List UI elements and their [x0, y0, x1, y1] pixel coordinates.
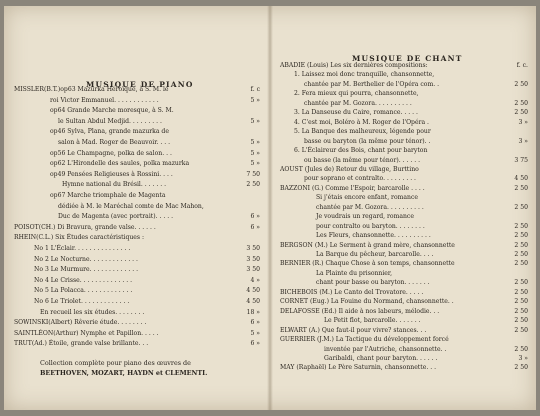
entry-price: 6 »: [250, 319, 260, 327]
catalog-entry: op56 Le Champagne, polka de salon. . .: [50, 149, 172, 157]
catalog-entry: Le Petit flot, barcarolle. . . . . . .: [324, 317, 421, 325]
entry-price: 6 »: [250, 213, 260, 221]
catalog-entry: No 2 Le Nocturne. . . . . . . . . . . . .: [34, 255, 138, 263]
catalog-entry: BAZZONI (G.) Comme l'Espoir, barcarolle . . . .: [280, 184, 425, 192]
entry-price: 2 50: [514, 109, 528, 117]
catalog-entry: BICHEBOIS (M.) Le Canto del Trovatore. . . . .: [280, 288, 424, 296]
catalog-entry: No 1 L'Éclair. . . . . . . . . . . . . . .: [34, 245, 131, 252]
entry-price: 2 50: [514, 232, 528, 240]
catalog-entry: ELWART (A.) Que faut-il pour vivre? stances. . .: [280, 326, 427, 334]
catalog-entry: chantée par M. Gozora. . . . . . . . . .: [316, 203, 424, 211]
entry-price: 2 50: [514, 203, 528, 211]
catalog-entry: roi Victor Emmanuel. . . . . . . . . . . .: [50, 96, 159, 104]
entry-price: 5 »: [250, 149, 260, 157]
entry-price: 2 50: [246, 181, 260, 189]
catalog-entry: BERGSON (M.) Le Serment à grand mère, chansonnette: [280, 241, 455, 249]
entry-price: 3 »: [518, 137, 528, 145]
entry-price: 2 50: [514, 326, 528, 334]
catalog-entry: MISSLER(B.T.)op63 Mazurka Héroïque, à S. M. le: [14, 86, 169, 93]
catalog-entry: BERNIER (R.) Chaque Chose à son temps, chansonnette: [280, 260, 455, 268]
catalog-entry: ABADIE (Louis) Les six dernières compositions:: [280, 62, 428, 69]
catalog-entry: Les Fleurs, chansonnette. . . . . . . . . .: [316, 232, 431, 240]
catalog-entry: op67 Marche triomphale de Magenta: [50, 192, 166, 199]
catalog-entry: 5. La Banque des malheureux, légende pour: [294, 128, 431, 136]
catalog-entry: TRUT(Ad.) Étoile, grande valse brillante. . .: [14, 340, 149, 348]
left-page-title: MUSIQUE DE PIANO: [86, 80, 194, 89]
catalog-entry: pour contralto ou baryton. . . . . . . .: [316, 222, 425, 230]
entry-price: 3 »: [518, 118, 528, 126]
catalog-entry: No 4 Le Crisse. . . . . . . . . . . . . .: [34, 276, 133, 284]
entry-price: 2 50: [514, 298, 528, 306]
entry-price: 4 50: [246, 298, 260, 305]
entry-price: 2 50: [514, 241, 528, 249]
catalog-entry: No 6 Le Triolet. . . . . . . . . . . . .: [34, 298, 130, 305]
catalog-entry: Je voudrais un regard, romance: [316, 213, 414, 221]
entry-price: 4 50: [246, 287, 260, 295]
entry-price: 18 »: [246, 308, 260, 316]
entry-price: 3 75: [514, 156, 528, 164]
left-page: [4, 6, 268, 410]
catalog-entry: chantée par M. Berthelier de l'Opéra com. .: [304, 80, 440, 88]
entry-price: 6 »: [250, 340, 260, 348]
entry-price: 2 50: [514, 317, 528, 325]
catalog-entry: SOWINSKI(Albert) Rêverie étude. . . . . . . .: [14, 319, 147, 327]
entry-price: 3 50: [246, 255, 260, 263]
entry-price: 2 50: [514, 251, 528, 258]
catalog-entry: op64 Grande Marche moresque, à S. M.: [50, 107, 174, 115]
catalog-entry: basse ou baryton (la même pour ténor). .: [304, 137, 431, 145]
catalog-entry: op49 Pensées Religieuses à Rossini. . . .: [50, 170, 173, 178]
catalog-entry: 2. Fera mieux qui pourra, chansonnette,: [294, 90, 419, 98]
entry-price: 5 »: [250, 160, 260, 168]
catalog-entry: Duc de Magenta (avec portrait). . . . .: [58, 213, 174, 221]
catalog-entry: op62 L'Hirondelle des saules, polka mazurka: [50, 160, 190, 168]
catalog-entry: CORNET (Eug.) La Fouine du Normand, chansonnette. .: [280, 298, 454, 306]
right-page-title: MUSIQUE DE CHANT: [352, 54, 463, 63]
catalog-entry: op46 Sylva, Plana, grande mazurka de: [50, 128, 169, 136]
catalog-entry: 1. Laissez moi donc tranquille, chansonnette,: [294, 71, 435, 79]
catalog-entry: le Sultan Abdul Medjid. . . . . . . . .: [58, 117, 162, 125]
catalog-entry: RHEIN(C.L.) Six Études caractéristiques :: [14, 234, 145, 242]
entry-price: 2 50: [514, 345, 528, 353]
catalog-entry: salon à Mad. Roger de Beauvoir. . . .: [58, 139, 171, 146]
right-page: [274, 6, 536, 410]
entry-price: 4 »: [250, 276, 260, 284]
entry-price: 5 »: [250, 96, 260, 104]
catalog-entry: 3. La Danseuse du Caire, romance. . . . .: [294, 109, 418, 117]
catalog-entry: DELAFOSSE (Ed.) Il aide à nos labeurs, mélodie. . .: [280, 307, 440, 315]
catalog-entry: ou basse (la même pour ténor). . . . . .: [304, 156, 421, 164]
entry-price: 2 50: [514, 364, 528, 372]
entry-price: 5 »: [250, 329, 260, 337]
entry-price: 6 »: [250, 223, 260, 231]
collection-note: Collection complète pour piano des œuvres de: [40, 359, 191, 367]
catalog-entry: chantée par M. Gozora. . . . . . . . . .: [304, 99, 412, 107]
entry-price: 2 50: [514, 80, 528, 88]
catalog-entry: 4. C'est moi, Boléro à M. Roger de l'Opéra .: [294, 118, 429, 126]
catalog-entry: dédiée à M. le Maréchal comte de Mac Mahon,: [58, 202, 204, 210]
catalog-entry: La Barque du pêcheur, barcarolle. . . .: [316, 251, 434, 258]
entry-price: 3 »: [518, 354, 528, 362]
catalog-entry: 6. L'Éclaireur des Bois, chant pour baryton: [294, 147, 428, 155]
entry-price: f. c: [250, 86, 260, 93]
entry-price: 3 50: [246, 266, 260, 274]
entry-price: 2 50: [514, 184, 528, 192]
entry-price: 4 50: [514, 175, 528, 183]
catalog-entry: inventée par l'Autriche, chansonnette. .: [324, 345, 447, 353]
book-spread: [4, 6, 536, 410]
catalog-entry: Hymne national du Brésil. . . . . . .: [62, 181, 167, 189]
catalog-entry: GUERRIER (J.M.) La Tactique du développement forcé: [280, 336, 449, 344]
entry-price: f. c.: [516, 62, 528, 69]
catalog-entry: POISOT(CH.) Di Bravura, grande valse. . . . . .: [14, 223, 156, 231]
catalog-entry: Si j'étais encore enfant, romance: [316, 194, 418, 202]
entry-price: 5 »: [250, 117, 260, 125]
entry-price: 3 50: [246, 245, 260, 252]
catalog-entry: La Plainte du prisonnier,: [316, 269, 393, 277]
entry-price: 7 50: [246, 170, 260, 178]
catalog-entry: pour soprano et contralto. . . . . . . . .: [304, 175, 416, 183]
catalog-entry: AOUST (Jules de) Retour du village, Burttino: [280, 165, 419, 173]
entry-price: 2 50: [514, 288, 528, 296]
entry-price: 2 50: [514, 99, 528, 107]
entry-price: 5 »: [250, 139, 260, 146]
entry-price: 2 50: [514, 307, 528, 315]
catalog-entry: No 3 Le Murmure. . . . . . . . . . . . .: [34, 266, 139, 274]
catalog-entry: SAINTLÉON(Arthur) Nymphe et Papillon. . . . .: [14, 329, 159, 337]
catalog-entry: chant pour basse ou baryton. . . . . . .: [316, 279, 430, 287]
catalog-entry: MAY (Raphaël) Le Père Saturnin, chansonnette. . .: [280, 364, 437, 372]
entry-price: 2 50: [514, 279, 528, 287]
entry-price: 2 50: [514, 222, 528, 230]
catalog-entry: Garibaldi, chant pour baryton. . . . . .: [324, 354, 438, 362]
entry-price: 2 50: [514, 260, 528, 268]
catalog-entry: No 5 La Polacca. . . . . . . . . . . . .: [34, 287, 133, 295]
composer-list: BEETHOVEN, MOZART, HAYDN et CLEMENTI.: [40, 369, 208, 377]
catalog-entry: En recueil les six études. . . . . . . .: [40, 308, 145, 316]
